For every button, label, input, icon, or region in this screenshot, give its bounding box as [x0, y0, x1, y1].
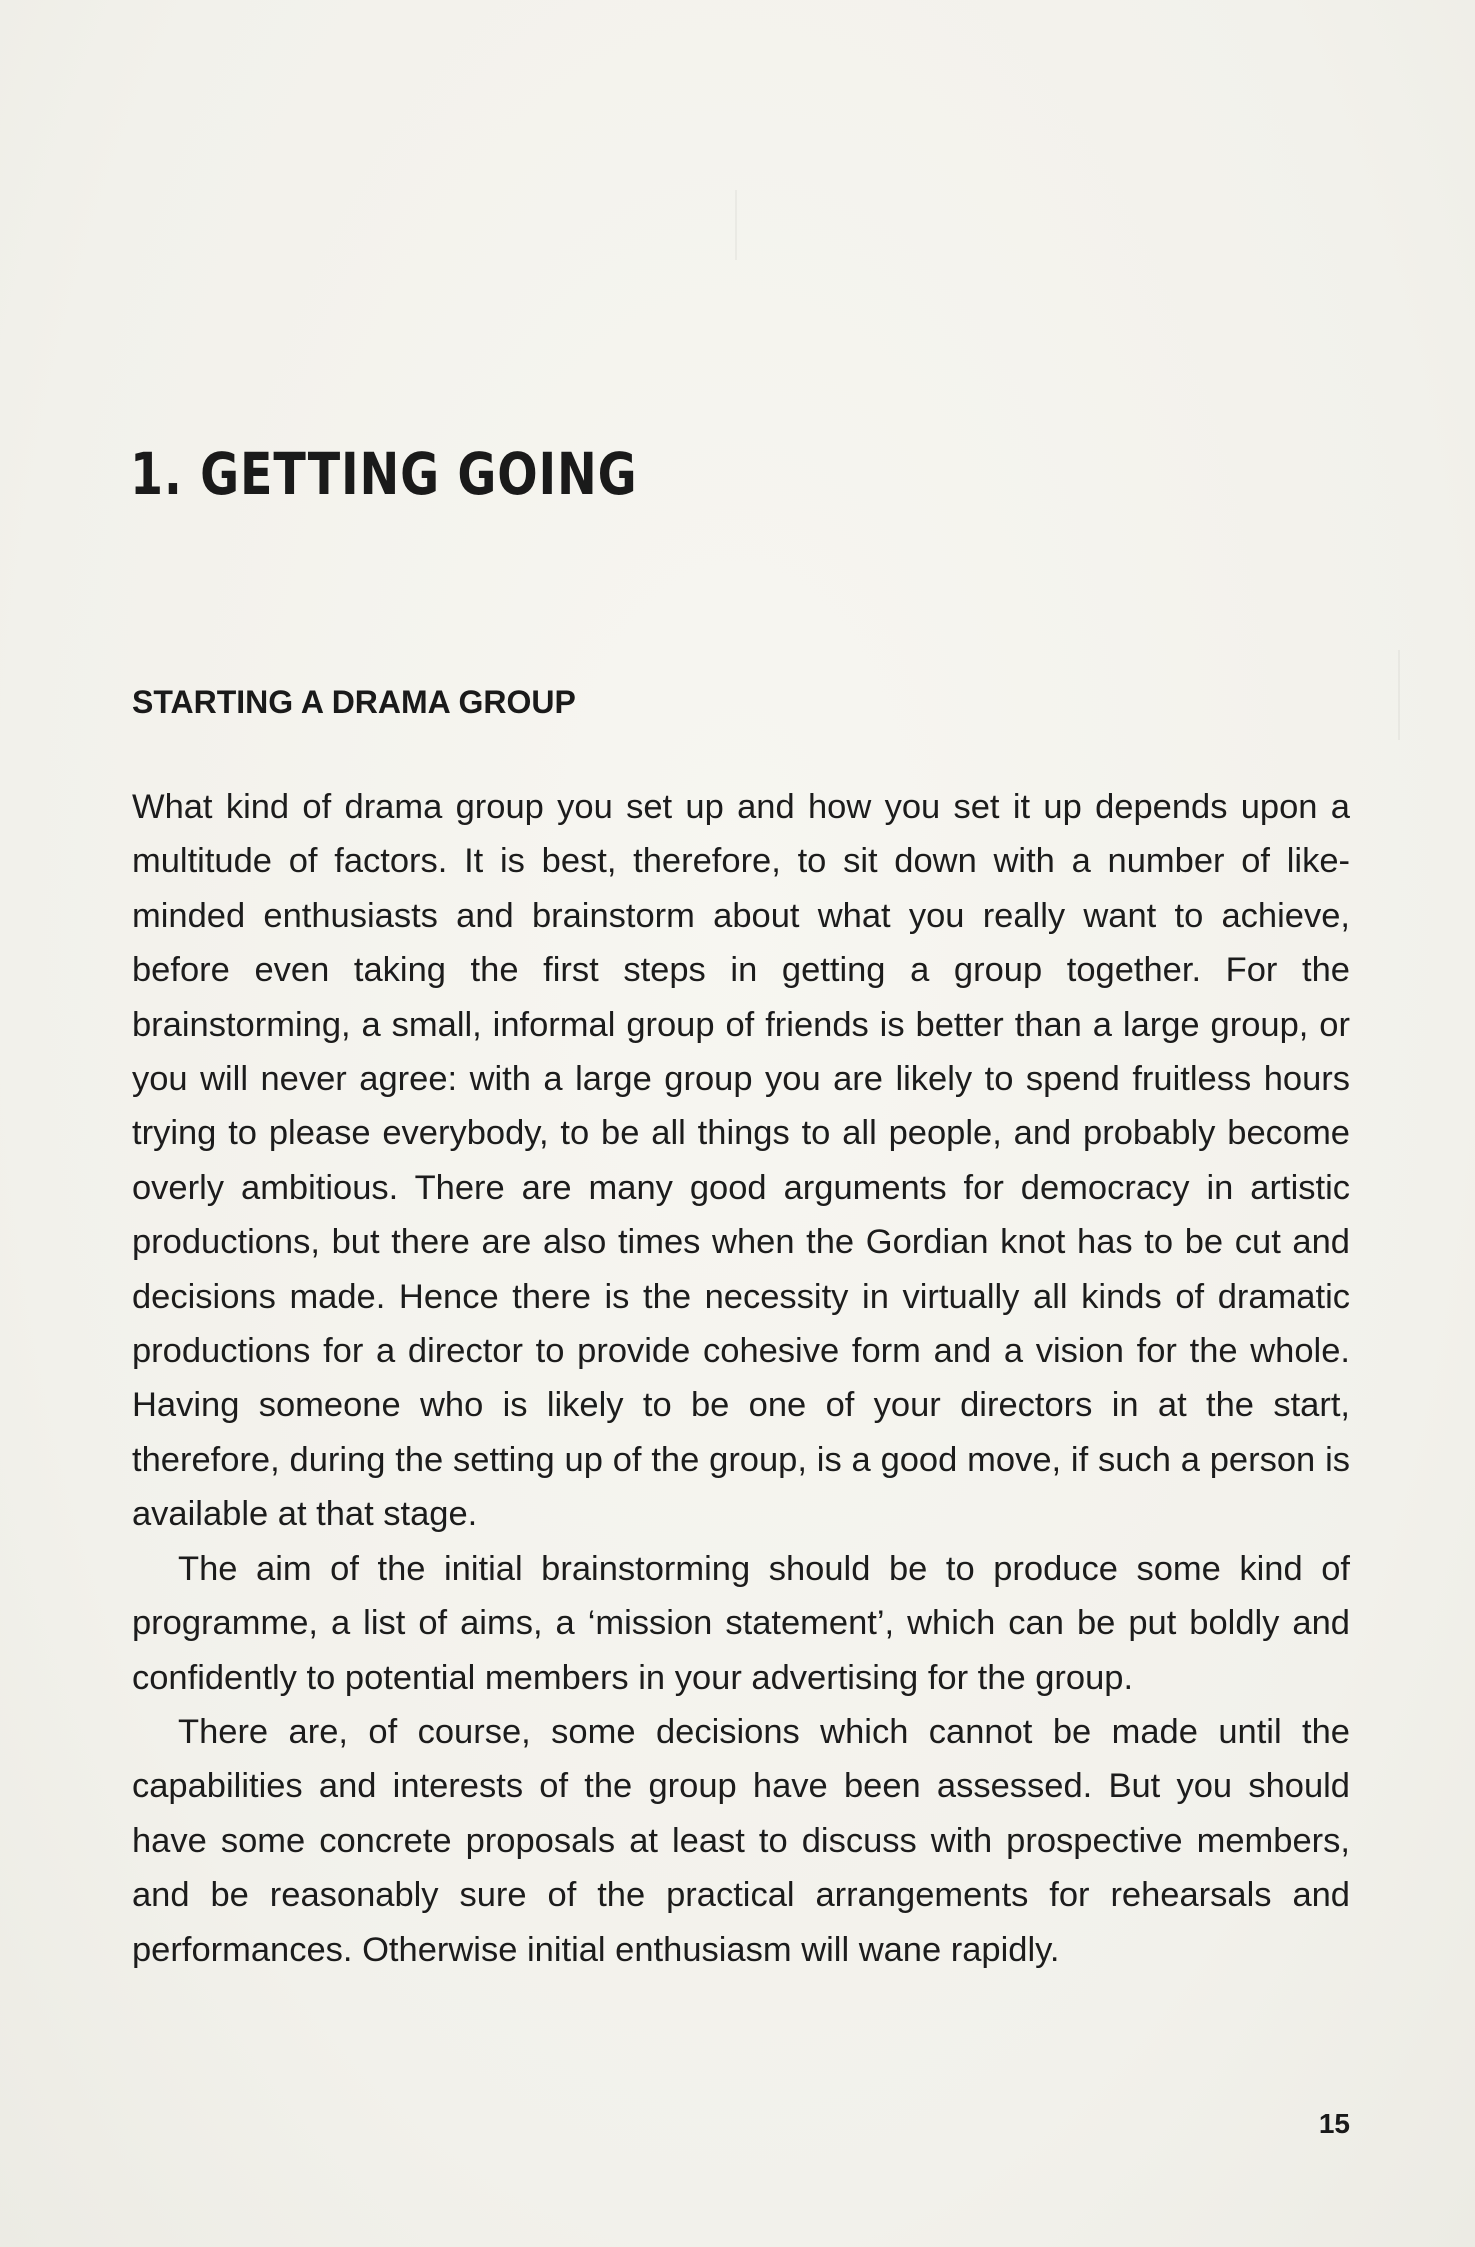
- paragraph-2: The aim of the initial brainstorming should be to produce some kind of programme, a list of aims, a ‘mission statement’, which can be put boldly and confidently to potential members in your advertising for the group.: [132, 1549, 1350, 1697]
- chapter-title: 1. GETTING GOING: [130, 440, 638, 508]
- paragraph-3: There are, of course, some decisions which cannot be made until the capabilities and interests of the group have been assessed. But you should have some concrete proposals at least to discuss with prospective members, and be reasonably sure of the practical arrangements for rehearsals and performances. Otherwise initial enthusiasm will wane rapidly.: [132, 1712, 1350, 1969]
- page-number: 15: [1318, 2108, 1350, 2139]
- show-through-mark: [735, 190, 737, 260]
- paragraph-1: What kind of drama group you set up and how you set it up depends upon a multitude of factors. It is best, therefore, to sit down with a number of like-minded enthusiasts and brainstorm about what you really want to achieve, before even taking the first steps in getting a group together. For the brainstorming, a small, informal group of friends is better than a large group, or you will never agree: with a large group you are likely to spend fruitless hours trying to please everybody, to be all things to all people, and probably become overly ambitious. There are many good arguments for democracy in artistic productions, but there are also times when the Gordian knot has to be cut and decisions made. Hence there is the necessity in virtually all kinds of dramatic productions for a director to provide cohesive form and a vision for the whole. Having someone who is likely to be one of your directors in at the start, therefore, during the setting up of the group, is a good move, if such a person is available at that stage.: [132, 788, 1350, 1534]
- section-heading: STARTING A DRAMA GROUP: [132, 684, 576, 720]
- body-text: [132, 780, 1350, 1977]
- show-through-mark: [1398, 650, 1400, 740]
